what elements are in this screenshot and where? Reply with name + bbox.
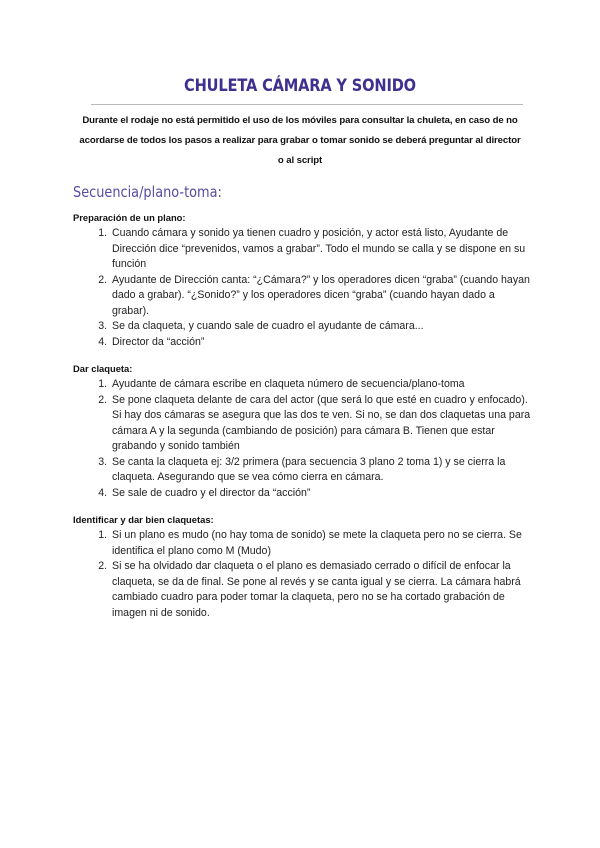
list-item: 4. Director da “acción” [110,335,533,351]
subsection-heading: Dar claqueta: [73,363,133,374]
subsection-dar-claqueta [73,363,533,501]
list-item: 2. Ayudante de Dirección canta: “¿Cámara?” y los operadores dicen “graba” (cuando hayan dado a grabar). “¿Sonido?” y los operadores dicen “graba” (cuando hayan dado a grabar). [110,273,533,320]
list-item: 3. Se da claqueta, y cuando sale de cuadro el ayudante de cámara... [110,319,533,335]
list-item: 1. Cuando cámara y sonido ya tienen cuadro y posición, y actor está listo, Ayudante de Dirección dice “prevenidos, vamos a grabar”. Todo el mundo se calla y se dispone en su función [110,226,533,273]
numbered-list [73,226,533,350]
list-item: 3. Se canta la claqueta ej: 3/2 primera (para secuencia 3 plano 2 toma 1) y se cierra la claqueta. Asegurando que se vea cómo cierra en cámara. [110,455,533,486]
list-item: 1. Si un plano es mudo (no hay toma de sonido) se mete la claqueta pero no se cierra. Se identifica el plano como M (Mudo) [110,528,533,559]
list-item: 1. Ayudante de cámara escribe en claqueta número de secuencia/plano-toma [110,377,533,393]
subsection-preparacion [73,212,533,350]
subsection-heading: Preparación de un plano: [73,212,186,223]
section-heading: Secuencia/plano-toma: [73,183,222,201]
title-divider [91,104,523,105]
intro-paragraph: Durante el rodaje no está permitido el uso de los móviles para consultar la chuleta, en caso de no acordarse de todos los pasos a realizar para grabar o tomar sonido se deberá preguntar al director o al script [79,115,521,166]
list-item: 2. Se pone claqueta delante de cara del actor (que será lo que esté en cuadro y enfocado). Si hay dos cámaras se asegura que las dos te ven. Si no, se dan dos claquetas una para cámara A y la segunda (cambiando de posición) para cámara B. Tienen que estar grabando y sonido también [110,393,533,455]
document-title: CHULETA CÁMARA Y SONIDO [184,76,416,96]
list-item: 4. Se sale de cuadro y el director da “acción” [110,486,533,502]
numbered-list [73,528,533,621]
list-item: 2. Si se ha olvidado dar claqueta o el plano es demasiado cerrado o difícil de enfocar la claqueta, se da de final. Se pone al revés y se canta igual y se cierra. La cámara habrá cambiado cuadro para poder tomar la claqueta, pero no se ha cortado grabación de imagen ni de sonido. [110,559,533,621]
subsection-heading: Identificar y dar bien claquetas: [73,514,214,525]
subsection-identificar [73,514,533,621]
numbered-list [73,377,533,501]
